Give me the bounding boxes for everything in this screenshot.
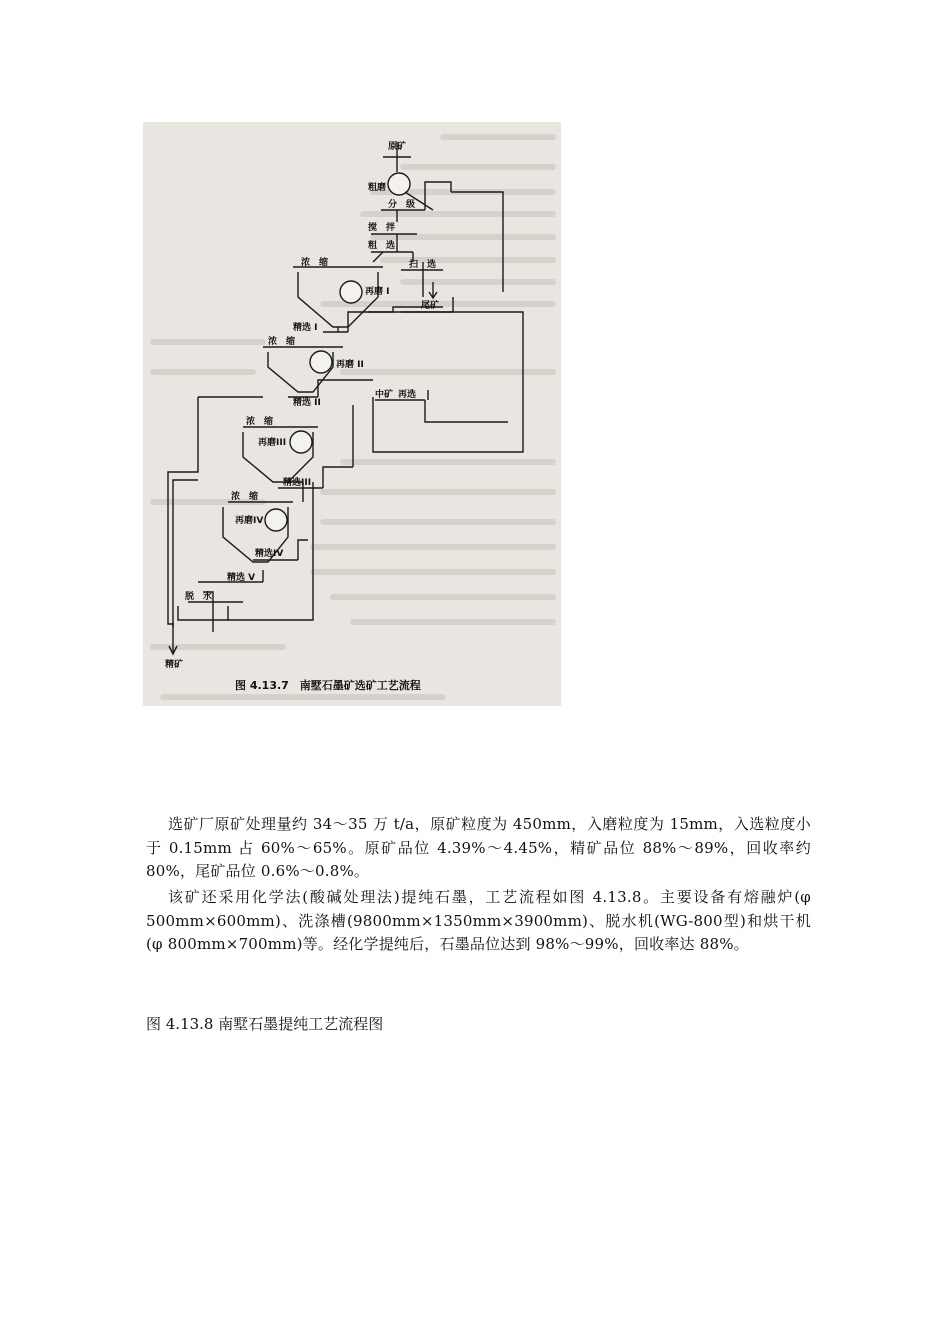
label-regrind-1: 再磨 I <box>365 287 390 297</box>
label-coarse-grind: 粗磨 <box>368 183 387 193</box>
label-clean-1: 精选 I <box>293 323 318 333</box>
flowsheet-figure <box>143 122 561 706</box>
figure-2-caption: 图 4.13.8 南墅石墨提纯工艺流程图 <box>146 1015 384 1033</box>
label-classify: 分 级 <box>388 200 416 210</box>
label-clean-3: 精选III <box>283 478 312 488</box>
label-dewater: 脱 水 <box>185 592 213 602</box>
label-thicken-4: 浓 缩 <box>231 492 259 502</box>
label-clean-4: 精选IV <box>255 549 284 559</box>
label-stir: 搅 拌 <box>368 223 396 233</box>
paragraph-chemical-purification: 该矿还采用化学法(酸碱处理法)提纯石墨，工艺流程如图 4.13.8。主要设备有熔融炉(φ 500mm×600mm)、洗涤槽(9800mm×1350mm×3900mm)、脱水机(WG-800型)和烘干机(φ 800mm×700mm)等。经化学提纯后，石墨品位达到 98%～99%，回收率达 88%。 <box>146 888 811 953</box>
label-thicken-1: 浓 缩 <box>301 258 329 268</box>
label-regrind-3: 再磨III <box>258 438 287 448</box>
label-tailings: 尾矿 <box>421 301 440 311</box>
label-concentrate: 精矿 <box>165 660 184 670</box>
label-rough-select: 粗 选 <box>368 241 396 251</box>
figure-caption: 图 4.13.7 南墅石墨矿选矿工艺流程 <box>235 679 421 692</box>
label-raw-ore: 原矿 <box>388 142 407 152</box>
label-thicken-3: 浓 缩 <box>246 417 274 427</box>
label-scavenge: 扫 选 <box>409 260 437 270</box>
label-middlings: 中矿 <box>375 390 394 400</box>
label-regrind-2: 再磨 II <box>336 360 364 370</box>
flowsheet-diagram <box>143 122 561 706</box>
label-regrind-4: 再磨IV <box>235 516 264 526</box>
label-clean-5: 精选 V <box>227 573 256 583</box>
label-thicken-2: 浓 缩 <box>268 337 296 347</box>
label-reselect: 再选 <box>398 390 417 400</box>
paragraph-ore-processing: 选矿厂原矿处理量约 34～35 万 t/a，原矿粒度为 450mm，入磨粒度为 15mm，入选粒度小于 0.15mm 占 60%～65%。原矿品位 4.39%～4.45%，精矿品位 88%～89%，回收率约 80%，尾矿品位 0.6%～0.8%。 <box>146 815 811 880</box>
label-clean-2: 精选 II <box>293 398 321 408</box>
